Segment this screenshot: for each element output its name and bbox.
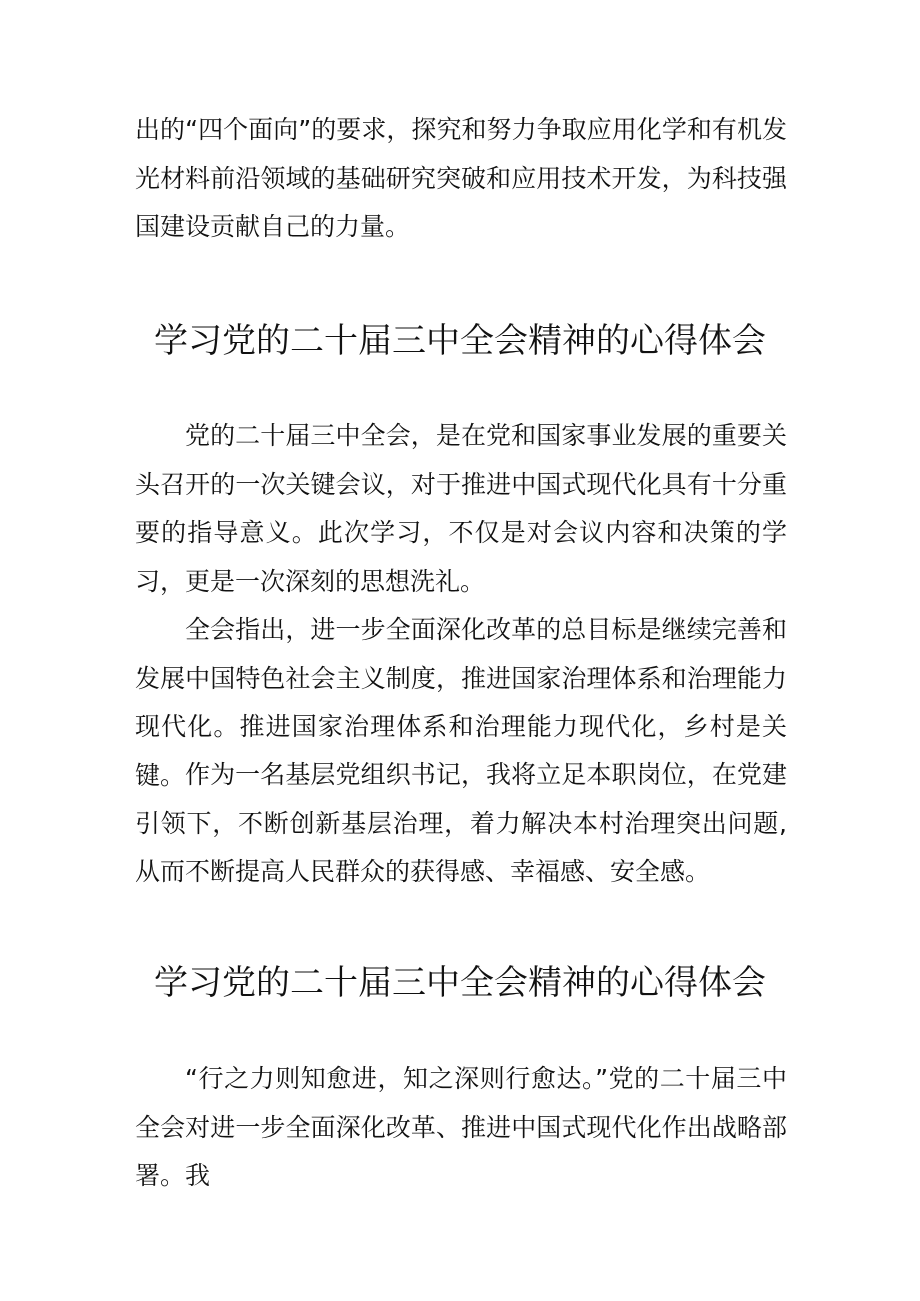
section-paragraph: 全会指出，进一步全面深化改革的总目标是继续完善和发展中国特色社会主义制度，推进国家治理体系和治理能力现代化。推进国家治理体系和治理能力现代化，乡村是关键。 [135, 615, 787, 790]
section-paragraph: “行之力则知愈进，知之深则行愈达。”党的二十届三中全会对进一步全面深化改革、推进中国式现代化作出战略部署。我 [135, 1064, 787, 1190]
section-title: 学习党的二十届三中全会精神的心得体会 [154, 963, 766, 1003]
continuation-paragraph: 出的“四个面向”的要求，探究和努力争取应用化学和有机发光材料前沿领域的基础研究突破和应用技术开发，为科技强国建设贡献自己的力量。 [135, 115, 787, 241]
section-title: 学习党的二十届三中全会精神的心得体会 [154, 321, 766, 361]
section-paragraph: 党的二十届三中全会，是在党和国家事业发展的重要关头召开的一次关键会议，对于推进中国式现代化具有十分重要的指导意义。此次学习，不仅是对会议内容和决策的学习，更是一次深刻的思想洗礼。 [135, 421, 787, 596]
section-paragraph: 作为一名基层党组织书记，我将立足本职岗位，在党建引领下，不断创新基层治理，着力解决本村治理突出问题,从而不断提高人民群众的获得感、幸福感、安全感。 [135, 760, 787, 886]
